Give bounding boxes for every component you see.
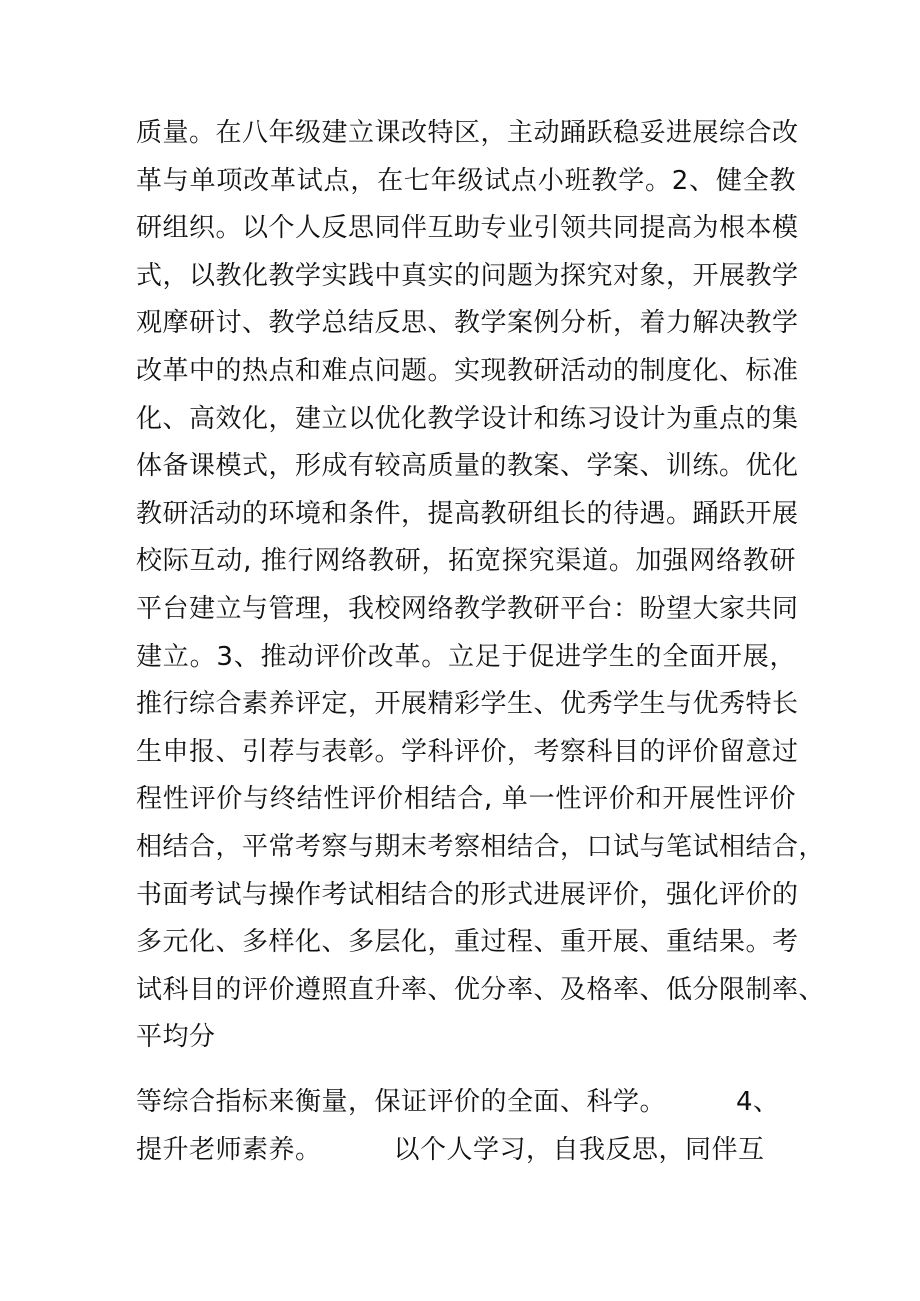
text-line: 校际互动, 推行网络教研，拓宽探究渠道。加强网络教研 [136,546,796,577]
body-paragraph [136,110,826,1062]
text-line: 教研活动的环境和条件，提高教研组长的待遇。踊跃开展 [136,498,799,529]
text-line: 改革中的热点和难点问题。实现教研活动的制度化、标准 [136,355,799,386]
text-line: 生申报、引荐与表彰。学科评价，考察科目的评价留意过 [136,736,799,767]
text-line: 平均分 [136,1022,216,1053]
section-number: 4、 [736,1087,780,1117]
text-line: 推行综合素养评定，开展精彩学生、优秀学生与优秀特长 [136,689,799,720]
text-line: 多元化、多样化、多层化，重过程、重开展、重结果。考 [136,927,799,958]
text-line: 书面考试与操作考试相结合的形式进展评价，强化评价的 [136,879,799,910]
text-line: 体备课模式，形成有较高质量的教案、学案、训练。优化 [136,451,799,482]
text-line: 平台建立与管理，我校网络教学教研平台：盼望大家共同 [136,593,799,624]
text-line: 观摩研讨、教学总结反思、教学案例分析，着力解决教学 [136,308,799,339]
text-line: 程性评价与终结性评价相结合, 单一性评价和开展性评价 [136,784,796,815]
text-line: 化、高效化，建立以优化教学设计和练习设计为重点的集 [136,403,799,434]
text-line: 质量。在八年级建立课改特区，主动踊跃稳妥进展综合改 [136,118,799,148]
text-line [136,1126,796,1174]
text-line: 研组织。以个人反思同伴互助专业引领共同提高为根本模 [136,213,799,244]
text-run: 以个人学习，自我反思，同伴互 [393,1135,765,1165]
text-line: 相结合，平常考察与期末考察相结合，口试与笔试相结合， [136,831,826,862]
body-paragraph-continued [136,1078,796,1174]
text-line: 革与单项改革试点，在七年级试点小班教学。2、健全教 [136,165,796,196]
text-line: 试科目的评价遵照直升率、优分率、及格率、低分限制率、 [136,974,826,1005]
text-line: 建立。3、推动评价改革。立足于促进学生的全面开展， [136,641,796,672]
text-line: 式，以教化教学实践中真实的问题为探究对象，开展教学 [136,260,799,291]
text-run: 等综合指标来衡量，保证评价的全面、科学。 [136,1087,667,1117]
text-line [136,1078,796,1126]
text-run: 提升老师素养。 [136,1135,322,1165]
